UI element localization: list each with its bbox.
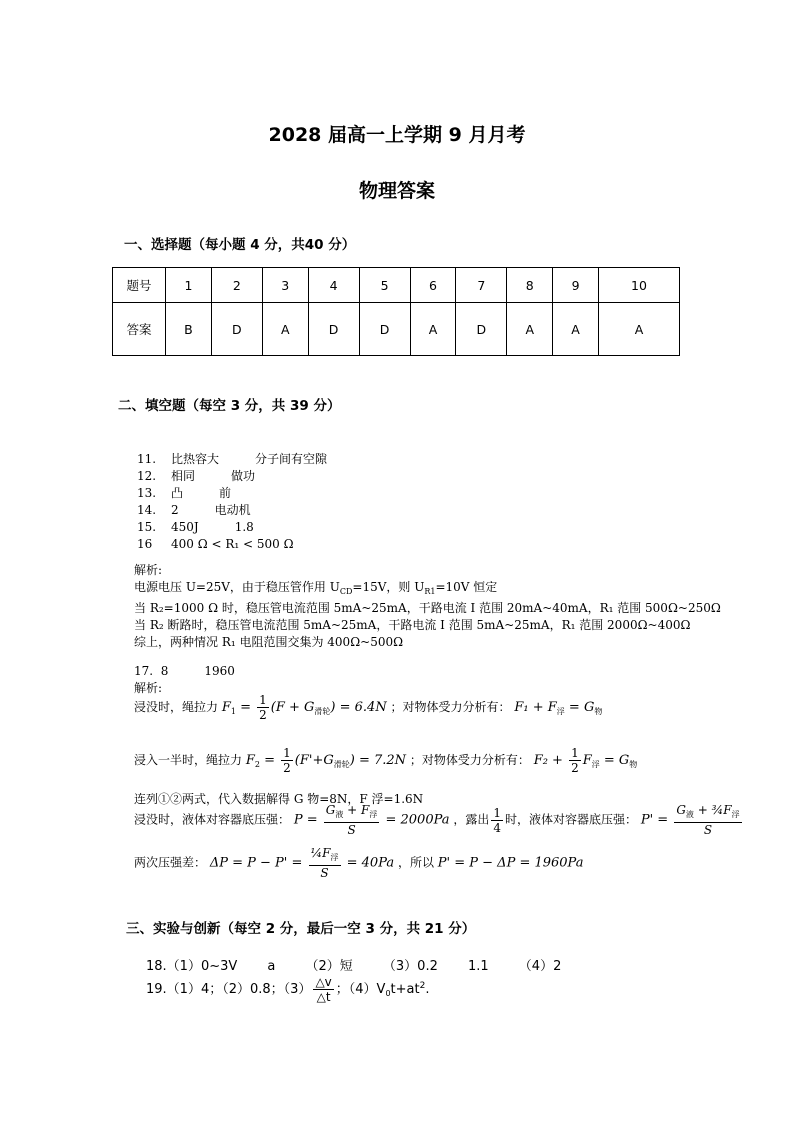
list-item (137, 536, 327, 553)
table-row (113, 268, 680, 303)
q18-answer: 18.（1）0~3V a （2）短 （3）0.2 1.1 （4）2 (146, 959, 562, 974)
analysis-16 (134, 562, 721, 651)
table-cell: D (211, 303, 262, 356)
analysis-line: 电源电压 U=25V，由于稳压管作用 $U_{CD}=15V$，则 $U_{R1}=10V$ 恒定 (134, 580, 498, 596)
list-item (137, 502, 327, 519)
item-answer: 2 电动机 (171, 503, 251, 517)
table-cell: A (262, 303, 308, 356)
item-number: 13. (137, 486, 157, 500)
table-cell: 答案 (113, 303, 166, 356)
table-cell: 2 (211, 268, 262, 303)
section3-heading: 三、实验与创新（每空 2 分，最后一空 3 分，共 21 分） (126, 921, 476, 937)
q17-line-1: 浸没时，绳拉力 $F_1$ = $\frac{1}{2}$ $(F + G_{滑轮}) = 6.4N$ ；对物体受力分析有： $F_1 + F_浮 = G_物$ (134, 693, 603, 722)
item-answer: 比热容大 分子间有空隙 (171, 452, 328, 466)
list-item (137, 485, 327, 502)
section1-heading: 一、选择题（每小题 4 分，共40 分） (124, 237, 356, 253)
q19-answer: 19.（1）4；（2）0.8；（3） $\frac{\triangle v}{\triangle t}$ ；$(4)V_0t+at^2$. (146, 975, 430, 1004)
table-cell: A (410, 303, 456, 356)
item-number: 11. (137, 452, 157, 466)
table-cell: 7 (456, 268, 507, 303)
answer-table (112, 267, 680, 356)
item-number: 15. (137, 520, 157, 534)
table-cell: B (166, 303, 212, 356)
table-cell: 9 (553, 268, 599, 303)
table-cell: 4 (308, 268, 359, 303)
q17-line-4: 浸没时，液体对容器底压强： P = $\frac{G_液 + F_浮}{S}$ = 2000Pa ，露出 $\frac{1}{4}$ 时，液体对容器底压强： P' = $\frac{G_液 + \frac{3}{4}F_浮}{S}$ (134, 803, 740, 837)
analysis-line: 综上，两种情况 R₁ 电阻范围交集为 400Ω~500Ω (134, 635, 404, 649)
list-item (137, 451, 327, 468)
page-title: 2028 届高一上学期 9 月月考 (268, 124, 526, 146)
item-answer: 450J 1.8 (171, 520, 254, 534)
q17-line-3: 连列①②两式，代入数据解得 G 物=8N，F 浮=1.6N (134, 792, 424, 806)
table-row (113, 303, 680, 356)
table-cell: 6 (410, 268, 456, 303)
q17-line-2: 浸入一半时，绳拉力 $F_2$ = $\frac{1}{2}$ $(F'+G_{滑轮}) = 7.2N$ ；对物体受力分析有： F₂ + $\frac{1}{2}$ $F_浮 = G_物$ (134, 746, 638, 775)
table-cell: 8 (507, 268, 553, 303)
table-cell: A (507, 303, 553, 356)
table-cell: 10 (598, 268, 679, 303)
item-number: 12. (137, 469, 157, 483)
analysis-line: 当 R₂=1000 Ω 时，稳压管电流范围 5mA~25mA，干路电流 I 范围 20mA~40mA，R₁ 范围 500Ω~250Ω (134, 601, 721, 615)
table-cell: D (308, 303, 359, 356)
table-cell: A (598, 303, 679, 356)
section2-heading: 二、填空题（每空 3 分，共 39 分） (118, 398, 341, 414)
q17-line-5: 两次压强差： ΔP = P − P' = $\frac{\frac{1}{4}F_浮}{S}$ = 40Pa ，所以 P' = P − ΔP = 1960Pa (134, 846, 584, 880)
list-item (137, 468, 327, 485)
q17-answer: 17. 8 1960 (134, 664, 235, 678)
item-answer: 相同 做功 (171, 469, 256, 483)
item-answer: 凸 前 (171, 486, 232, 500)
table-cell: 1 (166, 268, 212, 303)
table-cell: 3 (262, 268, 308, 303)
table-cell: D (359, 303, 410, 356)
item-answer: 400 Ω < R₁ < 500 Ω (171, 537, 294, 551)
analysis-label: 解析: (134, 563, 163, 577)
q17-analysis-label: 解析: (134, 681, 163, 695)
table-cell: D (456, 303, 507, 356)
fill-answers (137, 451, 327, 553)
list-item (137, 519, 327, 536)
table-cell: 5 (359, 268, 410, 303)
table-cell: A (553, 303, 599, 356)
item-number: 14. (137, 503, 157, 517)
page-subtitle: 物理答案 (358, 180, 435, 202)
item-number: 16 (137, 537, 153, 551)
table-cell: 题号 (113, 268, 166, 303)
analysis-line: 当 R₂ 断路时，稳压管电流范围 5mA~25mA，干路电流 I 范围 5mA~25mA，R₁ 范围 2000Ω~400Ω (134, 618, 691, 632)
